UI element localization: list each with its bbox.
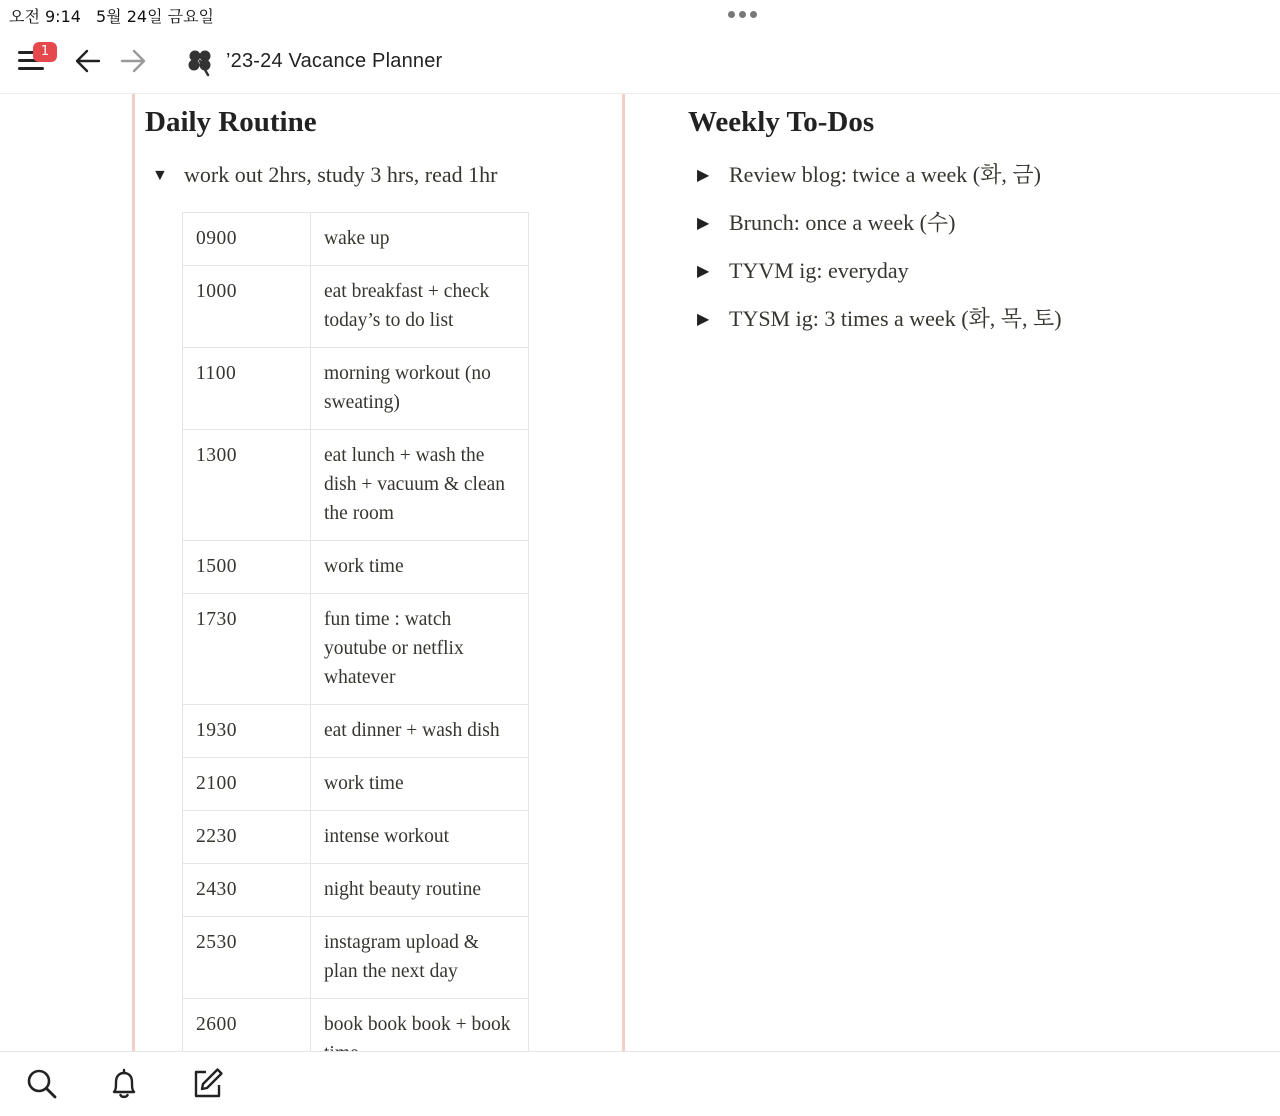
bottom-bar — [0, 1051, 1280, 1116]
routine-time-cell[interactable]: 2430 — [183, 864, 311, 917]
notification-badge: 1 — [33, 42, 57, 62]
status-time: 오전 9:14 — [9, 7, 81, 26]
table-row — [183, 266, 529, 348]
table-row — [183, 758, 529, 811]
weekly-todo-label: Brunch: once a week (수) — [729, 210, 956, 235]
weekly-todo-list — [697, 158, 1062, 350]
routine-toggle-label: work out 2hrs, study 3 hrs, read 1hr — [184, 162, 498, 187]
status-bar — [0, 0, 1280, 30]
table-row — [183, 348, 529, 430]
toggle-closed-icon[interactable]: ▶ — [697, 263, 710, 280]
column-divider-right — [622, 94, 625, 1051]
table-row — [183, 811, 529, 864]
routine-time-cell[interactable]: 2100 — [183, 758, 311, 811]
search-icon[interactable] — [24, 1066, 60, 1102]
table-row — [183, 864, 529, 917]
routine-activity-cell[interactable]: instagram upload & plan the next day — [311, 917, 529, 999]
routine-time-cell[interactable]: 1730 — [183, 594, 311, 705]
routine-time-cell[interactable]: 2600 — [183, 999, 311, 1081]
routine-table — [182, 212, 529, 1081]
top-bar — [0, 30, 1280, 94]
table-row — [183, 594, 529, 705]
routine-time-cell[interactable]: 0900 — [183, 213, 311, 266]
clover-icon — [186, 48, 214, 76]
forward-arrow-icon[interactable] — [119, 48, 147, 74]
weekly-todo-label: TYVM ig: everyday — [729, 258, 909, 283]
weekly-todo-item[interactable] — [697, 302, 1062, 350]
routine-time-cell[interactable]: 1500 — [183, 541, 311, 594]
table-row — [183, 917, 529, 999]
routine-time-cell[interactable]: 2230 — [183, 811, 311, 864]
toggle-closed-icon[interactable]: ▶ — [697, 167, 710, 184]
routine-activity-cell[interactable]: eat breakfast + check today’s to do list — [311, 266, 529, 348]
weekly-todo-item[interactable] — [697, 206, 1062, 254]
weekly-todos-heading: Weekly To-Dos — [688, 106, 875, 138]
routine-activity-cell[interactable]: night beauty routine — [311, 864, 529, 917]
page-title[interactable]: ’23-24 Vacance Planner — [226, 50, 443, 72]
routine-activity-cell[interactable]: wake up — [311, 213, 529, 266]
routine-time-cell[interactable]: 1300 — [183, 430, 311, 541]
page-content — [0, 94, 1280, 1051]
routine-time-cell[interactable]: 2530 — [183, 917, 311, 999]
weekly-todo-item[interactable] — [697, 254, 1062, 302]
table-row — [183, 705, 529, 758]
back-arrow-icon[interactable] — [74, 48, 102, 74]
column-divider-left — [132, 94, 135, 1051]
routine-activity-cell[interactable]: intense workout — [311, 811, 529, 864]
toggle-open-icon[interactable]: ▼ — [152, 167, 168, 184]
weekly-todo-item[interactable] — [697, 158, 1062, 206]
routine-activity-cell[interactable]: eat lunch + wash the dish + vacuum & clean the room — [311, 430, 529, 541]
routine-time-cell[interactable]: 1930 — [183, 705, 311, 758]
routine-activity-cell[interactable]: work time — [311, 541, 529, 594]
routine-toggle[interactable] — [152, 162, 497, 188]
weekly-todo-label: Review blog: twice a week (화, 금) — [729, 162, 1041, 187]
table-row — [183, 541, 529, 594]
bell-icon[interactable] — [106, 1066, 142, 1102]
compose-icon[interactable] — [189, 1066, 225, 1102]
routine-activity-cell[interactable]: work time — [311, 758, 529, 811]
table-row — [183, 213, 529, 266]
routine-activity-cell[interactable]: book book book + book — [311, 999, 529, 1081]
toggle-closed-icon[interactable]: ▶ — [697, 215, 710, 232]
routine-time-cell[interactable]: 1000 — [183, 266, 311, 348]
multitasking-dots-icon[interactable] — [728, 11, 757, 18]
routine-activity-cell[interactable]: morning workout (no sweating) — [311, 348, 529, 430]
daily-routine-heading: Daily Routine — [145, 106, 317, 138]
status-date: 5월 24일 금요일 — [96, 7, 214, 26]
routine-activity-cell[interactable]: fun time : watch youtube or netflix whatever — [311, 594, 529, 705]
table-row — [183, 430, 529, 541]
weekly-todo-label: TYSM ig: 3 times a week (화, 목, 토) — [729, 306, 1062, 331]
toggle-closed-icon[interactable]: ▶ — [697, 311, 710, 328]
routine-time-cell[interactable]: 1100 — [183, 348, 311, 430]
routine-activity-cell[interactable]: eat dinner + wash dish — [311, 705, 529, 758]
